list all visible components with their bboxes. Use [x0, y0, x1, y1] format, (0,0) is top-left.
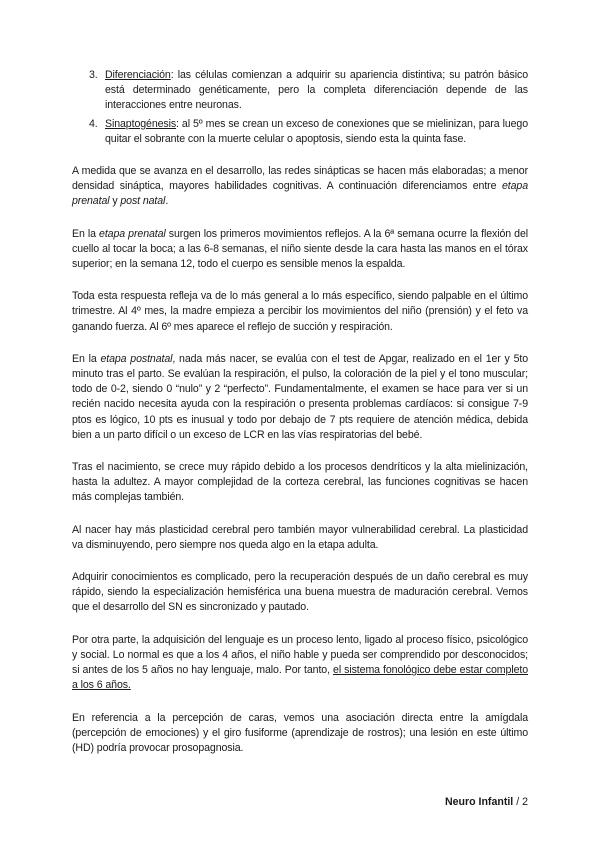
- paragraph-face-perception: En referencia a la percepción de caras, vemos una asociación directa entre la amígdala (percepción de emociones) y el giro fusiforme (aprendizaje de rostros); una lesión en este último (HD) podría provocar prosopagnosia.: [72, 711, 528, 754]
- paragraph-growth: Tras el nacimiento, se crece muy rápido debido a los procesos dendríticos y la alta mielinización, hasta la adultez. A mayor complejidad de la corteza cerebral, las funciones cognitivas se hacen más complejas también.: [72, 461, 528, 504]
- numbered-list: [72, 68, 528, 147]
- paragraph-text: surgen los primeros movimientos reflejos. A la 6ª semana ocurre la flexión del cuello al tocar la boca; a las 6-8 semanas, el niño siente desde la cara hasta las manos en el tórax superior; en la semana 12, todo el cuerpo es sensible menos la espalda.: [72, 227, 528, 271]
- paragraph-plasticity: Al nacer hay más plasticidad cerebral pero también mayor vulnerabilidad cerebral. La plasticidad va disminuyendo, pero siempre nos queda algo en la etapa adulta.: [72, 523, 528, 551]
- paragraph-development-intro: [72, 164, 528, 210]
- paragraph-recovery: Adquirir conocimientos es complicado, pero la recuperación después de un daño cerebral es muy rápido, siendo la especialización hemisférica una buena muestra de maduración cerebral. Vemos que el desarrollo del SN es sincronizado y pautado.: [72, 571, 528, 614]
- paragraph-text: .: [165, 195, 169, 208]
- emphasis-prenatal: etapa prenatal: [72, 180, 528, 208]
- paragraph-language: [72, 633, 528, 694]
- emphasis-postnatal: post natal: [120, 195, 166, 208]
- page-footer: [445, 795, 528, 810]
- paragraph-text: , nada más nacer, se evalúa con el test de Apgar, realizado en el 1er y 5to minuto tras el parto. Se evalúan la respiración, el pulso, la coloración de la piel y el tono muscular; todo de 0-2, siendo 0 “nulo” y 2 “perfecto”. Fundamentalmente, el examen se hace para ver si un recién nacido necesita ayuda con la respiración o presenta problemas cardíacos: si consigue 7-9 ptos es lógico, 10 pts es inusual y todo por debajo de 7 pts requiere de atención médica, debida bien a un parto difícil o un exceso de LCR en las vías respiratorias del bebé.: [72, 352, 528, 441]
- list-item-term: Diferenciación: [105, 69, 171, 81]
- footer-separator: /: [513, 796, 523, 808]
- list-item-term: Sinaptogénesis: [105, 117, 177, 130]
- paragraph-postnatal: [72, 352, 528, 443]
- emphasis-prenatal: etapa prenatal: [99, 227, 166, 240]
- emphasis-postnatal: etapa postnatal: [100, 352, 173, 365]
- list-item-number: 4.: [89, 117, 98, 130]
- document-page: [72, 68, 528, 756]
- list-item-text: : al 5º mes se crean un exceso de conexiones que se mielinizan, para luego quitar el sobrante con la muerte celular o apoptosis, siendo esta la quinta fase.: [105, 117, 528, 145]
- footer-title: Neuro Infantil: [444, 796, 514, 808]
- page-number: 2: [522, 796, 528, 808]
- list-item: [72, 68, 528, 114]
- paragraph-prenatal: [72, 227, 528, 273]
- list-item: [72, 117, 528, 147]
- list-item-number: 3.: [89, 69, 98, 81]
- paragraph-reflex-response: Toda esta respuesta refleja va de lo más general a lo más específico, siendo palpable en el último trimestre. Al 4º mes, la madre empieza a percibir los movimientos del niño (prensión) y el feto va ganando fuerza. Al 6º mes aparece el reflejo de succión y respiración.: [72, 290, 528, 333]
- paragraph-text: A medida que se avanza en el desarrollo, las redes sinápticas se hacen más elaboradas; a menor densidad sináptica, mayores habilidades cognitivas. A continuación diferenciamos entre: [72, 165, 528, 193]
- paragraph-text: En la: [72, 227, 100, 240]
- paragraph-text: y: [109, 195, 121, 208]
- paragraph-text: En la: [72, 352, 101, 365]
- underlined-statement: el sistema fonológico debe estar completo a los 6 años.: [72, 664, 528, 692]
- list-item-text: : las células comienzan a adquirir su apariencia distintiva; su patrón básico está determinado genéticamente, pero la completa diferenciación depende de las interacciones entre neuronas.: [105, 69, 528, 112]
- paragraph-text: Por otra parte, la adquisición del lenguaje es un proceso lento, ligado al proceso físico, psicológico y social. Lo normal es que a los 4 años, el niño hable y pueda ser comprendido por desconocidos; si antes de los 5 años no hay lenguaje, malo. Por tanto,: [72, 633, 528, 677]
